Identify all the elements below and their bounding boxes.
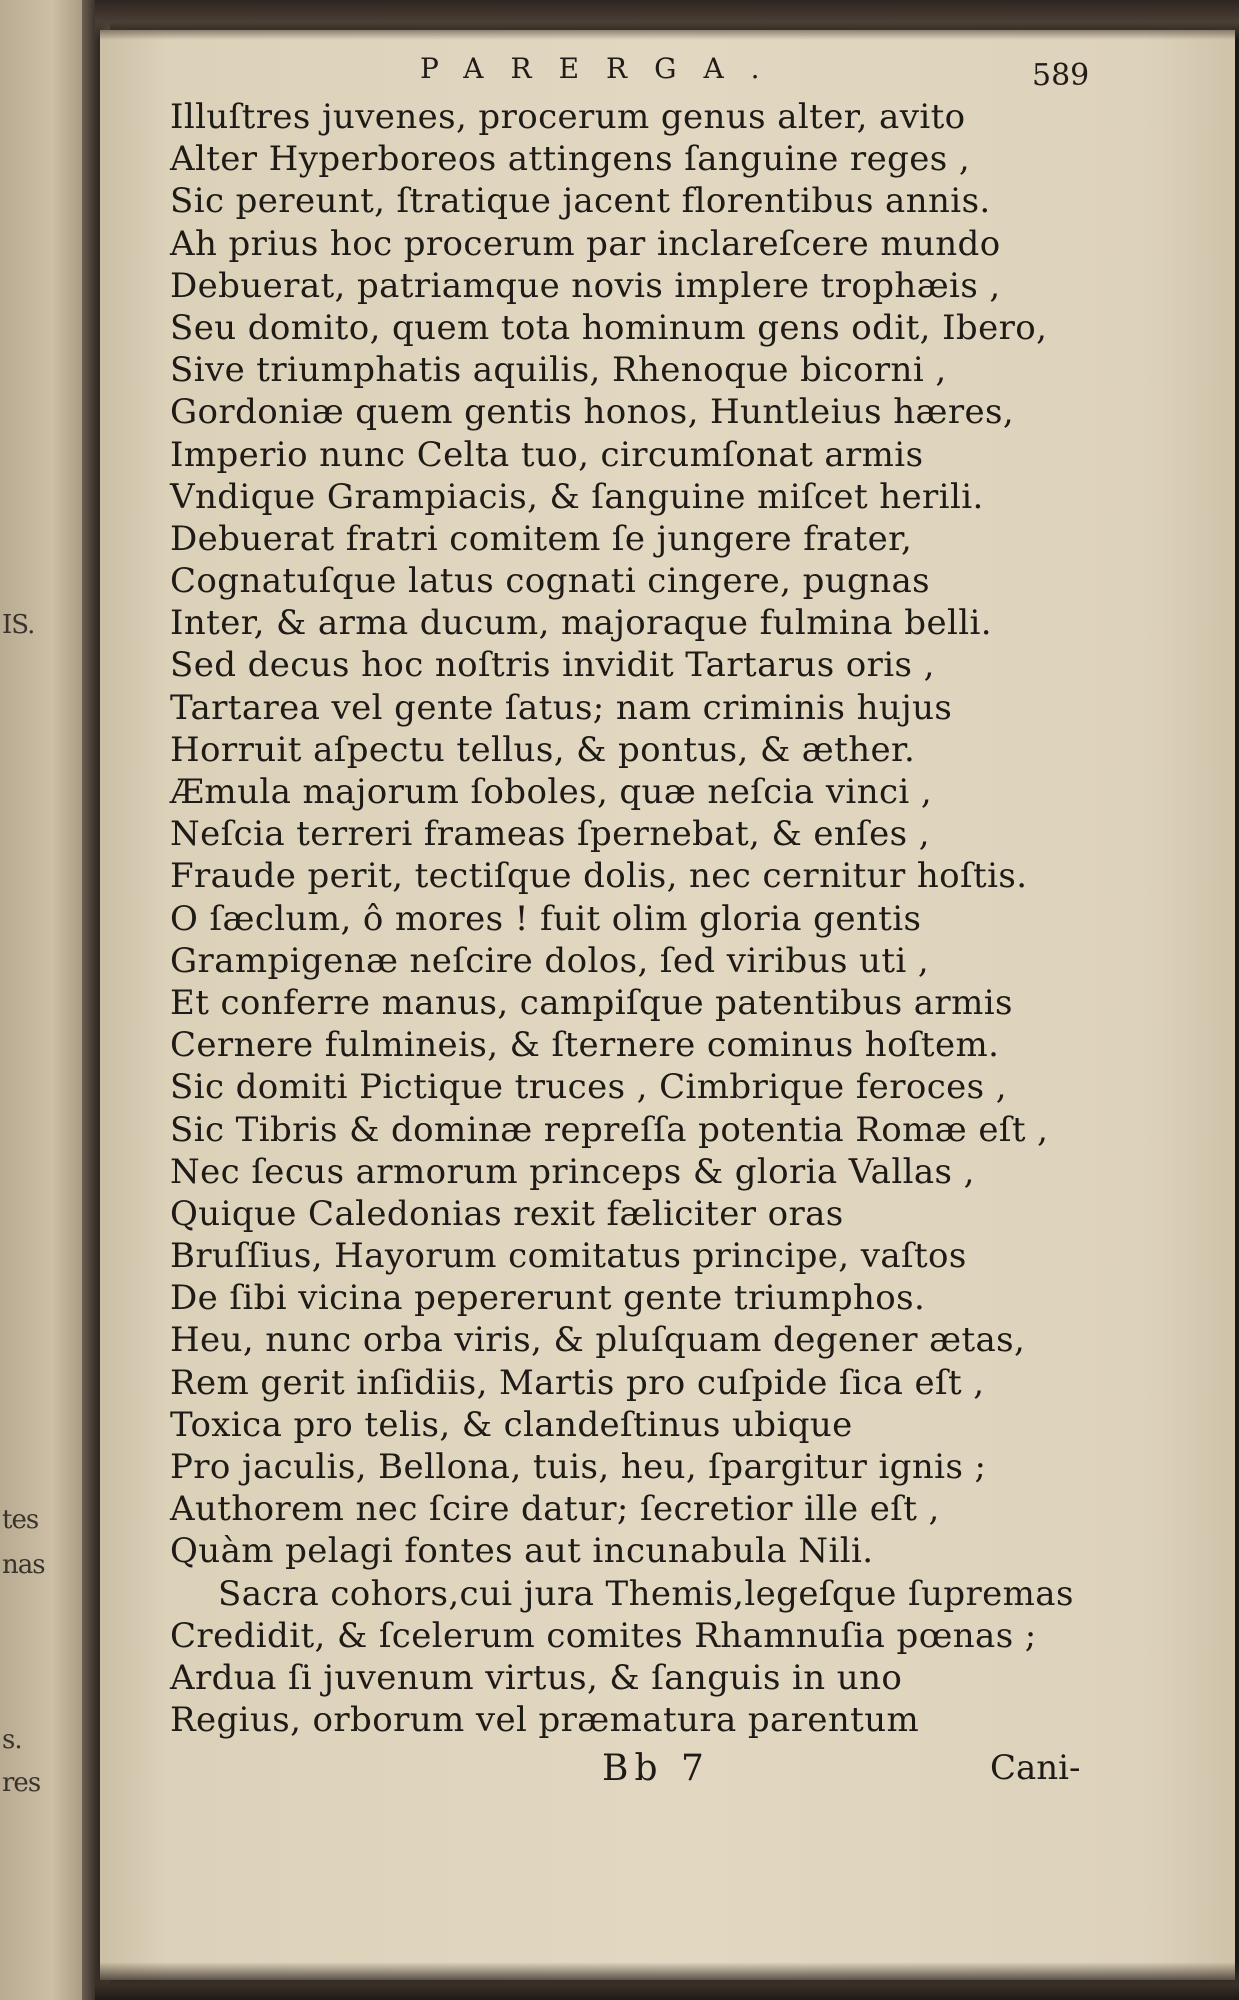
verse-line: Cognatuſque latus cognati cingere, pugnas [170,561,931,602]
verse-line: De ſibi vicina pepererunt gente triumphos. [170,1278,926,1319]
verse-line-indented: Sacra cohors,cui jura Themis,legeſque ſupremas [218,1573,1074,1614]
verse-line: Credidit, & ſcelerum comites Rhamnuſia pœnas ; [170,1615,1037,1656]
verse-line: Heu, nunc orba viris, & pluſquam degener ætas, [170,1320,1026,1361]
verse-line: Illuſtres juvenes, procerum genus alter, avito [170,97,966,137]
facing-page-fragment: res [2,1768,41,1798]
verse-line: Quique Caledonias rexit fæliciter oras [170,1193,844,1234]
verse-line: Ah prius hoc procerum par inclareſcere mundo [170,223,1001,264]
verse-line: Neſcia terreri frameas ſpernebat, & enſes , [170,814,930,855]
top-edge-shadow [95,0,1239,40]
verse-line: Æmula majorum ſoboles, quæ neſcia vinci , [170,772,933,812]
verse-line: Seu domito, quem tota hominum gens odit, Ibero, [170,307,1048,348]
verse-line: Fraude perit, tectiſque dolis, nec cernitur hoſtis. [170,856,1028,897]
top-rule [110,8,1239,11]
verse-line: Sic Tibris & dominæ repreſſa potentia Romæ eſt , [170,1109,1049,1150]
verse-line: Tartarea vel gente ſatus; nam criminis hujus [170,687,953,728]
facing-page-fragment: IS. [2,610,35,640]
page-footer [170,1748,1090,1794]
verse-line: O ſæclum, ô mores ! fuit olim gloria gentis [170,898,922,939]
verse-line: Regius, orborum vel præmatura parentum [170,1700,920,1741]
catchword: Cani- [990,1748,1081,1788]
verse-line: Nec ſecus armorum princeps & gloria Vallas , [170,1151,975,1192]
verse-line: Quàm pelagi fontes aut incunabula Nili. [170,1531,874,1572]
verse-line: Toxica pro telis, & clandeſtinus ubique [170,1404,853,1445]
facing-page-fragment: nas [2,1550,45,1580]
verse-line: Cernere fulmineis, & ſternere cominus hoſtem. [170,1025,1000,1066]
verse-line: Inter, & arma ducum, majoraque fulmina belli. [170,603,993,644]
verse-line: Horruit aſpectu tellus, & pontus, & æther. [170,729,916,770]
verse-line: Vndique Grampiacis, & ſanguine miſcet herili. [170,476,984,517]
verse-line: Bruſſius, Hayorum comitatus principe, vaſtos [170,1236,967,1277]
verse-line: Sic pereunt, ſtratique jacent florentibus annis. [170,181,991,222]
verse-line: Grampigenæ neſcire dolos, ſed viribus uti , [170,940,930,981]
verse-line: Sic domiti Pictique truces , Cimbrique feroces , [170,1067,1007,1108]
verse-line: Authorem nec ſcire datur; ſecretior ille eſt , [170,1489,940,1530]
verse-line: Debuerat fratri comitem ſe jungere frater, [170,518,913,559]
verse-line: Sive triumphatis aquilis, Rhenoque bicorni , [170,350,947,391]
verse-line: Pro jaculis, Bellona, tuis, heu, ſpargitur ignis ; [170,1447,987,1487]
facing-page-fragment: tes [2,1505,39,1535]
verse-line: Sed decus hoc noſtris invidit Tartarus oris , [170,645,935,686]
running-head: PARERGA. [420,52,787,85]
verse-line: Alter Hyperboreos attingens ſanguine reges , [170,139,971,180]
facing-page-fragment: s. [2,1725,22,1755]
facing-page-edge [0,0,95,2000]
verse-line: Debuerat, patriamque novis implere trophæis , [170,265,1001,306]
page-number: 589 [1032,58,1090,93]
verse-block [170,96,1130,1741]
signature-mark: Bb 7 [602,1748,710,1789]
verse-line: Gordoniæ quem gentis honos, Huntleius hæres, [170,392,1015,433]
verse-line: Ardua ſi juvenum virtus, & ſanguis in uno [170,1657,903,1698]
verse-line: Et conferre manus, campiſque patentibus armis [170,982,1013,1023]
bottom-edge-shadow [95,1962,1239,2000]
verse-line: Imperio nunc Celta tuo, circumſonat armis [170,434,924,475]
verse-line: Rem gerit inſidiis, Martis pro cuſpide ſica eſt , [170,1362,985,1403]
